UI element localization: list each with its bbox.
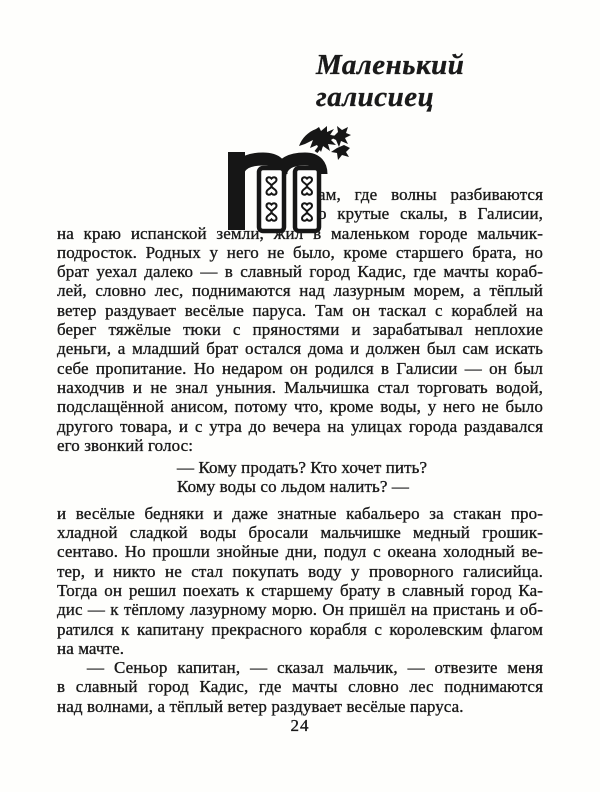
text-line: и весёлые бедняки и даже знатные кабальеро за стакан про- bbox=[57, 503, 543, 523]
text-line: деньги, а младший брат остался дома и должен был сам искать bbox=[57, 339, 543, 359]
text-line: ратился к капитану прекрасного корабля с королевским флагом bbox=[57, 619, 543, 639]
text-line: о крутые скалы, в Галисии, bbox=[318, 204, 543, 224]
text-line: себе пропитание. Но недаром он родился в Галисии — он был bbox=[57, 358, 543, 378]
text-line: подросток. Родных у него не было, кроме старшего брата, но bbox=[57, 242, 543, 262]
chapter-title-line1: Маленький bbox=[316, 49, 465, 81]
text-line: — Сеньор капитан, — сказал мальчик, — отвезите меня bbox=[87, 658, 543, 678]
text-line: на краю испанской земли, жил в маленьком городе мальчик- bbox=[57, 223, 543, 243]
text-line: Кому воды со льдом налить? — bbox=[177, 477, 409, 497]
paragraph-1 bbox=[57, 185, 543, 455]
text-line: ам, где волны разбиваются bbox=[318, 185, 543, 204]
text-line: хладной сладкой воды бросали мальчишке медный грошик- bbox=[57, 523, 543, 543]
text-line: в славный город Кадис, где мачты словно лес поднимаются bbox=[57, 677, 543, 697]
chapter-title-line2: галисиец bbox=[316, 81, 435, 113]
body-text bbox=[57, 185, 543, 716]
text-line: подслащённой анисом, потому что, кроме воды, у него не было bbox=[57, 397, 543, 417]
text-line: тер, и никто не стал покупать воду у проворного галисийца. bbox=[57, 561, 543, 581]
text-line: — Кому продать? Кто хочет пить? bbox=[177, 458, 428, 478]
chapter-title bbox=[316, 49, 464, 113]
verse-couplet bbox=[57, 458, 543, 497]
text-line: находчив и не знал уныния. Мальчишка стал торговать водой, bbox=[57, 377, 543, 397]
text-line: берег тяжёлые тюки с пряностями и зарабатывал неплохие bbox=[57, 320, 543, 340]
text-line: его звонкий голос: bbox=[57, 435, 194, 455]
text-line: Тогда он решил поехать к старшему брату в славный город Ка- bbox=[57, 580, 543, 600]
text-line: брат уехал далеко — в славный город Кадис, где мачты кораб- bbox=[57, 262, 543, 282]
text-line: другого товара, и с утра до вечера на улицах города раздавался bbox=[57, 416, 543, 436]
text-line: над волнами, а тёплый ветер раздувает весёлые паруса. bbox=[57, 696, 464, 716]
paragraph-2 bbox=[57, 504, 543, 716]
text-line: на мачте. bbox=[57, 638, 125, 658]
text-line: ветер раздувает весёлые паруса. Там он таскал с кораблей на bbox=[57, 300, 543, 320]
text-line: лей, словно лес, поднимаются над лазурным морем, а тёплый bbox=[57, 281, 543, 301]
text-line: дис — к тёплому лазурному морю. Он пришёл на пристань и об- bbox=[57, 600, 543, 620]
page-number: 24 bbox=[290, 716, 310, 735]
text-line: сентаво. Но прошли знойные дни, подул с океана холодный ве- bbox=[57, 542, 543, 562]
